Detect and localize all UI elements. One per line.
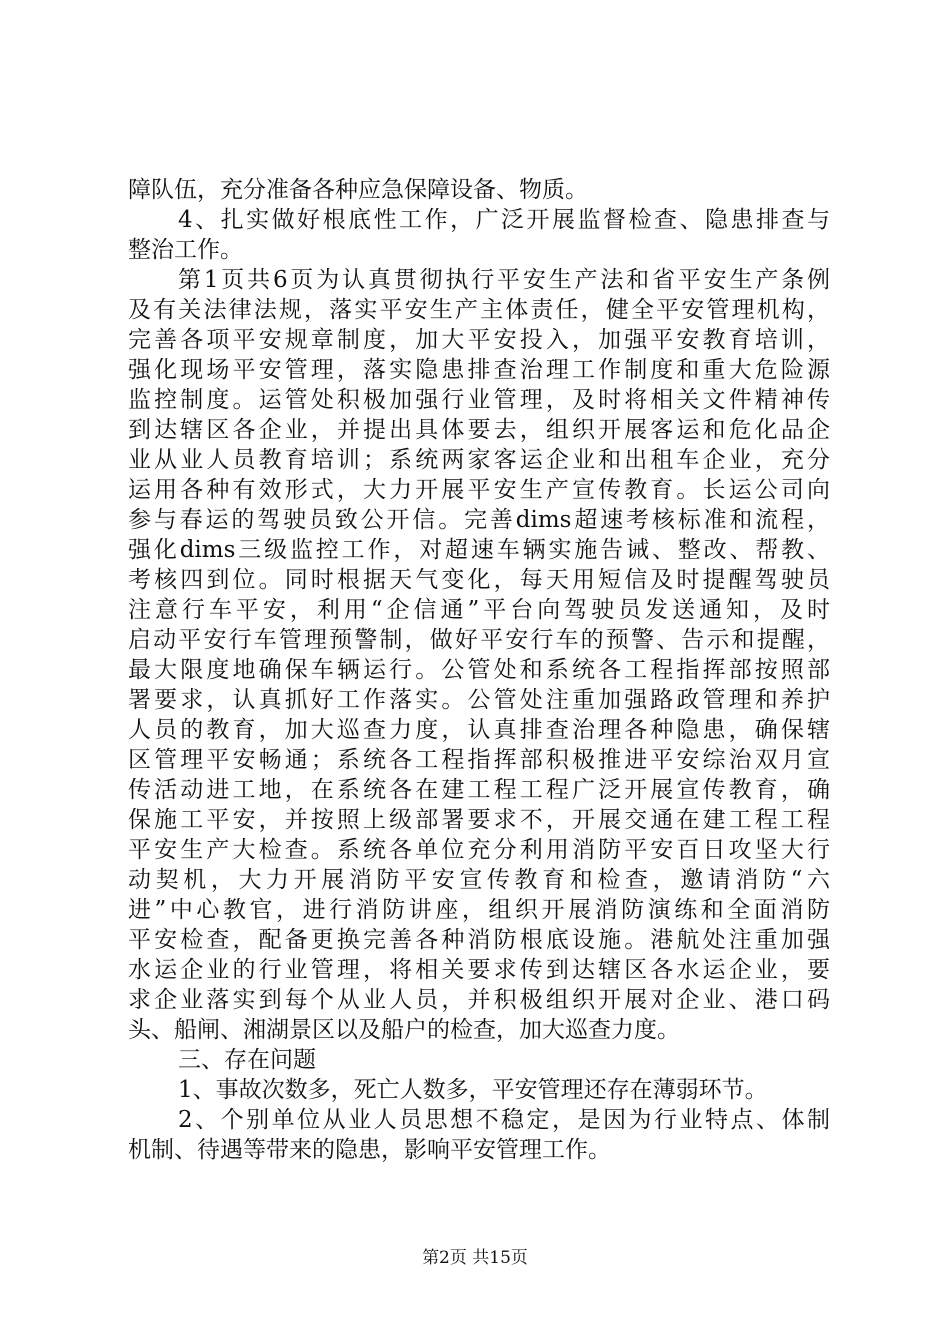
text-line: 动契机，大力开展消防平安宣传教育和检查，邀请消防“六 <box>128 867 830 893</box>
text-line: 1、事故次数多，死亡人数多，平安管理还存在薄弱环节。 <box>178 1077 768 1103</box>
paragraph <box>128 175 830 205</box>
text-line: 求企业落实到每个从业人员，并积极组织开展对企业、港口码 <box>128 987 830 1013</box>
text-line: 障队伍，充分准备各种应急保障设备、物质。 <box>128 177 588 203</box>
text-line: 进”中心教官，进行消防讲座，组织开展消防演练和全面消防 <box>128 897 830 923</box>
text-line: 4、扎实做好根底性工作，广泛开展监督检查、隐患排查与 <box>178 207 830 233</box>
text-line: 监控制度。运管处积极加强行业管理，及时将相关文件精神传 <box>128 387 830 413</box>
text-line: 到达辖区各企业，并提出具体要去，组织开展客运和危化品企 <box>128 417 830 443</box>
text-line: 考核四到位。同时根据天气变化，每天用短信及时提醒驾驶员 <box>128 567 830 593</box>
text-line: 强化dims三级监控工作，对超速车辆实施告诫、整改、帮教、 <box>128 537 830 563</box>
text-line: 整治工作。 <box>128 237 243 263</box>
text-line: 2、个别单位从业人员思想不稳定，是因为行业特点、体制 <box>178 1107 830 1133</box>
text-line: 保施工平安，并按照上级部署要求不，开展交通在建工程工程 <box>128 807 830 833</box>
text-line: 启动平安行车管理预警制，做好平安行车的预警、告示和提醒， <box>128 627 830 653</box>
paragraph <box>128 1045 830 1075</box>
text-line: 最大限度地确保车辆运行。公管处和系统各工程指挥部按照部 <box>128 657 830 683</box>
text-line: 运用各种有效形式，大力开展平安生产宣传教育。长运公司向 <box>128 477 830 503</box>
text-line: 完善各项平安规章制度，加大平安投入，加强平安教育培训， <box>128 327 830 353</box>
paragraph <box>128 205 830 265</box>
text-line: 水运企业的行业管理，将相关要求传到达辖区各水运企业，要 <box>128 957 830 983</box>
page-footer: 第2页 共15页 <box>422 1248 528 1268</box>
text-line: 平安检查，配备更换完善各种消防根底设施。港航处注重加强 <box>128 927 830 953</box>
text-line: 头、船闸、湘湖景区以及船户的检查，加大巡查力度。 <box>128 1017 680 1043</box>
text-line: 业从业人员教育培训；系统两家客运企业和出租车企业，充分 <box>128 447 830 473</box>
paragraph <box>128 1075 830 1105</box>
paragraph <box>128 265 830 1045</box>
text-line: 强化现场平安管理，落实隐患排查治理工作制度和重大危险源 <box>128 357 830 383</box>
text-line: 署要求，认真抓好工作落实。公管处注重加强路政管理和养护 <box>128 687 830 713</box>
document-body <box>128 175 830 1165</box>
text-line: 区管理平安畅通；系统各工程指挥部积极推进平安综治双月宣 <box>128 747 830 773</box>
text-line: 平安生产大检查。系统各单位充分利用消防平安百日攻坚大行 <box>128 837 830 863</box>
text-line: 注意行车平安，利用“企信通”平台向驾驶员发送通知，及时 <box>128 597 830 623</box>
text-line: 三、存在问题 <box>178 1047 316 1073</box>
text-line: 机制、待遇等带来的隐患，影响平安管理工作。 <box>128 1137 611 1163</box>
text-line: 第1页共6页为认真贯彻执行平安生产法和省平安生产条例 <box>178 267 830 293</box>
text-line: 及有关法律法规，落实平安生产主体责任，健全平安管理机构， <box>128 297 830 323</box>
text-line: 传活动进工地，在系统各在建工程工程广泛开展宣传教育，确 <box>128 777 830 803</box>
text-line: 人员的教育，加大巡查力度，认真排查治理各种隐患，确保辖 <box>128 717 830 743</box>
text-line: 参与春运的驾驶员致公开信。完善dims超速考核标准和流程， <box>128 507 830 533</box>
paragraph <box>128 1105 830 1165</box>
